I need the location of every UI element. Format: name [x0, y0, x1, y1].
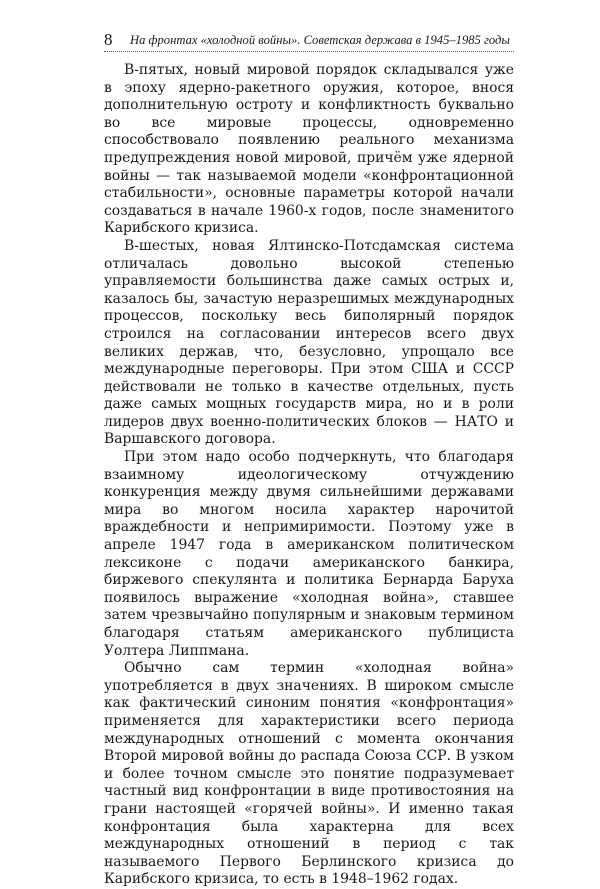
header-divider [104, 51, 514, 52]
paragraph: При этом надо особо подчеркнуть, что благодаря взаимному идеологическому отчуждению конкуренция между двумя сильнейшими державами мира во многом носила характер нарочитой враждебности и непримиримости. Поэтому уже в апреле 1947 года в американском политическом лексиконе с подачи американского банкира, биржевого спекулянта и политика Бернарда Баруха появилось выражение «холодная война», ставшее затем чрезвычайно популярным и знаковым термином благодаря статьям американского публициста Уолтера Липпмана. [104, 449, 514, 659]
page-header [104, 30, 514, 52]
paragraph: В-шестых, новая Ялтинско-Потсдамская система отличалась довольно высокой степенью управляемости большинства даже самых острых и, казалось бы, зачастую неразрешимых международных процессов, поскольку весь биполярный порядок строился на согласовании интересов всего двух великих держав, что, безусловно, упрощало все международные переговоры. При этом США и СССР действовали не только в качестве отдельных, пусть даже самых мощных государств мира, но и в роли лидеров двух военно-политических блоков — НАТО и Варшавского договора. [104, 237, 514, 448]
page-number: 8 [104, 30, 113, 49]
paragraph: В-пятых, новый мировой порядок складывался уже в эпоху ядерно-ракетного оружия, которое, внося дополнительную остроту и конфликтность буквально во все мировые процессы, одновременно способствовало появлению реального механизма предупреждения новой мировой, причём уже ядерной войны — так называемой модели «конфронтационной стабильности», основные параметры которой начали создаваться в начале 1960-х годов, после знаменитого Карибского кризиса. [104, 62, 514, 237]
paragraph: Обычно сам термин «холодная война» употребляется в двух значениях. В широком смысле как фактический синоним понятия «конфронтация» применяется для характеристики всего периода международных отношений с момента окончания Второй мировой войны до распада Союза ССР. В узком и более точном смысле это понятие подразумевает частный вид конфронтации в виде противостояния на грани настоящей «горячей войны». И именно такая конфронтация была характерна для всех международных отношений в период с так называемого Первого Берлинского кризиса до Карибского кризиса, то есть в 1948–1962 годах. [104, 660, 514, 888]
body-text [104, 62, 514, 889]
running-title: На фронтах «холодной войны». Советская держава в 1945–1985 годы [130, 33, 510, 47]
